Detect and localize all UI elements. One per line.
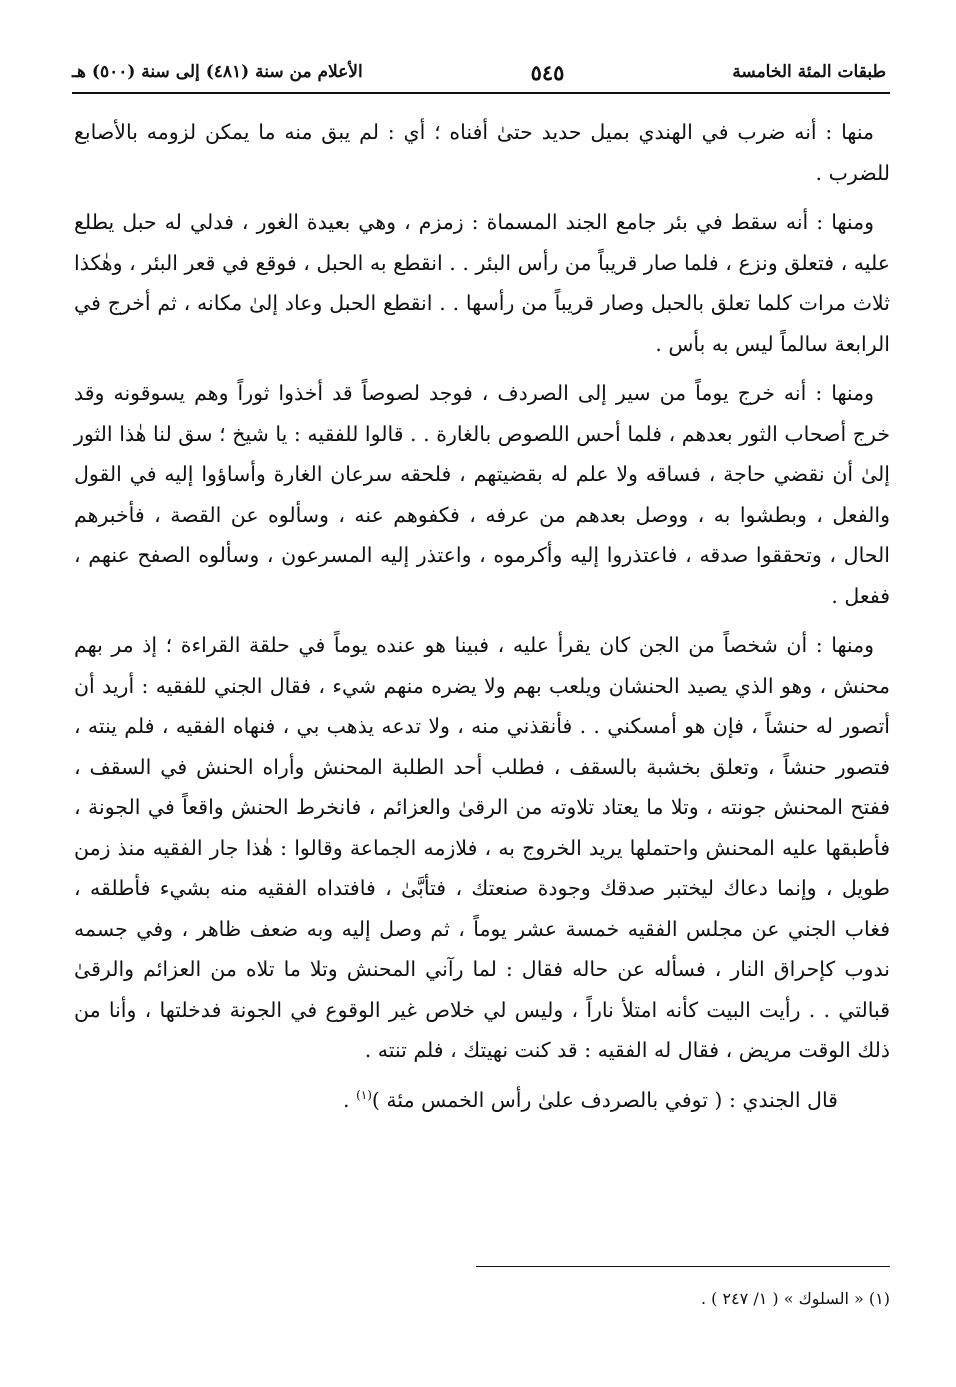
footnote-item: (١) « السلوك » ( ١/ ٢٤٧ ) . [700, 1289, 890, 1308]
paragraph: ومنها : أنه خرج يوماً من سير إلى الصردف ، فوجد لصوصاً قد أخذوا ثوراً وهم يسوقونه وقد خرج أصحاب الثور بعدهم ، فلما أحس اللصوص بالغارة . . قالوا للفقيه : يا شيخ ؛ سق لنا هٰذا الثور إلىٰ أن نقضي حاجة ، فساقه ولا علم له بقضيتهم ، فلحقه سرعان الغارة وأساؤوا إليه في القول والفعل ، وبطشوا به ، ووصل بعدهم من عرفه ، فكفوهم عنه ، وسألوه عن القصة ، فأخبرهم الحال ، وتحققوا صدقه ، فاعتذروا إليه وأكرموه ، واعتذر إليه المسرعون ، وسألوه الصفح عنهم ، ففعل . [74, 381, 891, 608]
page-number: ٥٤٥ [530, 59, 565, 85]
running-header [72, 58, 886, 86]
footnote-rule [476, 1266, 890, 1267]
footnote-marker: (١) [356, 1087, 372, 1102]
closing-paragraph [74, 1080, 890, 1121]
closing-trailing: . [343, 1087, 357, 1112]
section-title: طبقات المئة الخامسة [732, 62, 886, 82]
header-rule [72, 92, 890, 94]
paragraph: ومنها : أن شخصاً من الجن كان يقرأ عليه ، فبينا هو عنده يوماً في حلقة القراءة ؛ إذ مر بهم محنش ، وهو الذي يصيد الحنشان ويلعب بهم ولا يضره منهم شيء ، فقال الجني للفقيه : أريد أن أتصور له حنشاً ، فإن هو أمسكني . . فأنقذني منه ، ولا تدعه يذهب بي ، فنهاه الفقيه ، فلم ينته ، فتصور حنشاً ، وتعلق بخشبة بالسقف ، فطلب أحد الطلبة المحنش وأراه الحنش في السقف ، ففتح المحنش جونته ، وتلا ما يعتاد تلاوته من الرقىٰ والعزائم ، فانخرط الحنش واقعاً في الجونة ، فأطبقها عليه المحنش واحتملها يريد الخروج به ، فلازمه الجماعة وقالوا : هٰذا جار الفقيه منذ زمن طويل ، وإنما دعاك ليختبر صدقك وجودة صنعتك ، فتأبَّىٰ ، فافتداه الفقيه منه بشيء فأطلقه ، فغاب الجني عن مجلس الفقيه خمسة عشر يوماً ، ثم وصل إليه وبه ضعف ظاهر ، وفي جسمه ندوب كإحراق النار ، فسأله عن حاله فقال : لما رآني المحنش وتلا ما تلاه من العزائم والرقىٰ قبالتي . . رأيت البيت كأنه امتلأ ناراً ، وليس لي خلاص غير الوقوع في الجونة فدخلتها ، وأنا من ذلك الوقت مريض ، فقال له الفقيه : قد كنت نهيتك ، فلم تنته . [74, 633, 890, 1062]
volume-range: الأعلام من سنة (٤٨١) إلى سنة (٥٠٠) هـ [72, 62, 363, 82]
footnotes [74, 1284, 890, 1314]
body-text [74, 112, 890, 1129]
closing-text: قال الجندي : ( توفي بالصردف علىٰ رأس الخمس مئة ) [371, 1087, 838, 1112]
paragraph: منها : أنه ضرب في الهندي بميل حديد حتىٰ أفناه ؛ أي : لم يبق منه ما يمكن لزومه بالأصابع للضرب . [74, 120, 890, 185]
paragraph: ومنها : أنه سقط في بئر جامع الجند المسماة : زمزم ، وهي بعيدة الغور ، فدلي له حبل يطلع عليه ، فتعلق ونزع ، فلما صار قريباً من رأس البئر . . انقطع به الحبل ، فوقع في قعر البئر ، وهٰكذا ثلاث مرات كلما تعلق بالحبل وصار قريباً من رأسها . . انقطع الحبل وعاد إلىٰ مكانه ، ثم أخرج في الرابعة سالماً ليس به بأس . [74, 210, 890, 356]
